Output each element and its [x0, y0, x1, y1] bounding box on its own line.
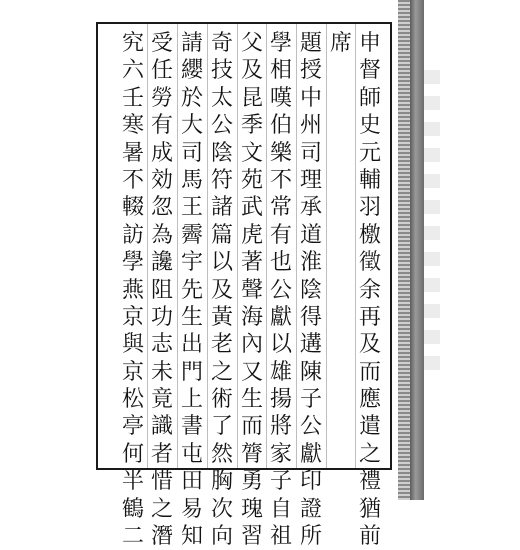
column-rule — [147, 24, 148, 468]
character: 又 — [240, 359, 263, 385]
character: 自 — [269, 496, 292, 522]
character: 公 — [269, 277, 292, 303]
character: 司 — [180, 140, 203, 166]
character: 中 — [299, 85, 322, 111]
bleed-through-text — [424, 70, 440, 370]
book-spine-edge — [410, 0, 424, 500]
character: 禮 — [358, 469, 381, 495]
character: 上 — [180, 387, 203, 413]
character: 寒 — [121, 113, 144, 139]
character: 六 — [121, 58, 144, 84]
character: 功 — [150, 304, 173, 330]
character: 以 — [210, 250, 233, 276]
character: 馬 — [180, 167, 203, 193]
character: 元 — [358, 140, 381, 166]
character: 淮 — [299, 250, 322, 276]
character: 揚 — [269, 387, 292, 413]
character: 出 — [180, 332, 203, 358]
character: 學 — [121, 250, 144, 276]
character: 黃 — [210, 304, 233, 330]
character: 子 — [269, 469, 292, 495]
character: 內 — [240, 332, 263, 358]
character: 印 — [299, 469, 322, 495]
column-rule — [266, 24, 267, 468]
character: 輔 — [358, 167, 381, 193]
character: 檄 — [358, 222, 381, 248]
character: 忽 — [150, 195, 173, 221]
character: 二 — [121, 524, 144, 550]
character: 樂 — [269, 140, 292, 166]
character: 授 — [299, 58, 322, 84]
character: 太 — [210, 85, 233, 111]
text-column — [267, 30, 295, 550]
character: 於 — [180, 85, 203, 111]
character: 向 — [210, 524, 233, 550]
character: 將 — [269, 414, 292, 440]
character: 及 — [240, 58, 263, 84]
character: 獻 — [269, 304, 292, 330]
character: 受 — [150, 31, 173, 56]
character: 公 — [210, 113, 233, 139]
character: 及 — [358, 332, 381, 358]
column-rule — [296, 24, 297, 468]
character: 了 — [210, 414, 233, 440]
character: 道 — [299, 222, 322, 248]
character: 證 — [299, 496, 322, 522]
character: 究 — [121, 31, 144, 56]
column-rule — [237, 24, 238, 468]
character: 應 — [358, 387, 381, 413]
character: 符 — [210, 167, 233, 193]
character: 潛 — [150, 524, 173, 550]
character: 諸 — [210, 195, 233, 221]
character: 然 — [210, 441, 233, 467]
character: 遘 — [299, 332, 322, 358]
character: 半 — [121, 469, 144, 495]
character: 雄 — [269, 359, 292, 385]
character: 而 — [358, 359, 381, 385]
character: 之 — [358, 441, 381, 467]
character: 陰 — [299, 277, 322, 303]
character: 大 — [180, 113, 203, 139]
character: 子 — [299, 387, 322, 413]
character: 所 — [299, 524, 322, 550]
character: 勞 — [150, 85, 173, 111]
character: 王 — [180, 195, 203, 221]
character: 之 — [210, 359, 233, 385]
character: 次 — [210, 496, 233, 522]
character: 田 — [180, 469, 203, 495]
character: 竟 — [150, 387, 173, 413]
character: 著 — [240, 250, 263, 276]
column-rule — [207, 24, 208, 468]
character: 與 — [121, 332, 144, 358]
character: 効 — [150, 167, 173, 193]
character: 席 — [329, 31, 352, 56]
character: 門 — [180, 359, 203, 385]
character: 苑 — [240, 167, 263, 193]
character: 胸 — [210, 469, 233, 495]
character: 虎 — [240, 222, 263, 248]
character: 宇 — [180, 250, 203, 276]
character: 知 — [180, 524, 203, 550]
character: 而 — [240, 414, 263, 440]
character: 讒 — [150, 250, 173, 276]
character: 不 — [269, 167, 292, 193]
character: 以 — [269, 332, 292, 358]
text-column — [208, 30, 236, 550]
character: 奇 — [210, 31, 233, 56]
character: 文 — [240, 140, 263, 166]
character: 陰 — [210, 140, 233, 166]
character: 遣 — [358, 414, 381, 440]
character: 之 — [150, 496, 173, 522]
character: 申 — [358, 31, 381, 56]
character: 壬 — [121, 85, 144, 111]
character: 州 — [299, 113, 322, 139]
character: 獻 — [299, 441, 322, 467]
character: 先 — [180, 277, 203, 303]
character: 何 — [121, 441, 144, 467]
character: 公 — [299, 414, 322, 440]
character: 成 — [150, 140, 173, 166]
character: 也 — [269, 250, 292, 276]
character: 有 — [269, 222, 292, 248]
column-rule — [355, 24, 356, 468]
character: 題 — [299, 31, 322, 56]
character: 徵 — [358, 250, 381, 276]
character: 亭 — [121, 414, 144, 440]
character: 陳 — [299, 359, 322, 385]
character: 京 — [121, 304, 144, 330]
text-column — [119, 30, 147, 550]
character: 海 — [240, 304, 263, 330]
text-column — [148, 30, 176, 550]
character: 識 — [150, 414, 173, 440]
character: 纓 — [180, 58, 203, 84]
character: 惜 — [150, 469, 173, 495]
character: 松 — [121, 387, 144, 413]
character: 得 — [299, 304, 322, 330]
character: 任 — [150, 58, 173, 84]
character: 前 — [358, 524, 381, 550]
character: 訪 — [121, 222, 144, 248]
character: 家 — [269, 441, 292, 467]
text-column — [297, 30, 325, 550]
character: 暑 — [121, 140, 144, 166]
character: 未 — [150, 359, 173, 385]
character: 督 — [358, 58, 381, 84]
character: 勇 — [240, 469, 263, 495]
character: 習 — [240, 524, 263, 550]
column-rule — [177, 24, 178, 468]
character: 輟 — [121, 195, 144, 221]
character: 術 — [210, 387, 233, 413]
character: 及 — [210, 277, 233, 303]
character: 理 — [299, 167, 322, 193]
character: 相 — [269, 58, 292, 84]
text-column — [238, 30, 266, 550]
character: 鶴 — [121, 496, 144, 522]
character: 生 — [240, 387, 263, 413]
character: 再 — [358, 304, 381, 330]
character: 請 — [180, 31, 203, 56]
character: 季 — [240, 113, 263, 139]
character: 屯 — [180, 441, 203, 467]
character: 燕 — [121, 277, 144, 303]
character: 篇 — [210, 222, 233, 248]
character: 司 — [299, 140, 322, 166]
character: 志 — [150, 332, 173, 358]
character: 史 — [358, 113, 381, 139]
character: 不 — [121, 167, 144, 193]
character: 膂 — [240, 441, 263, 467]
character: 承 — [299, 195, 322, 221]
character: 易 — [180, 496, 203, 522]
character: 羽 — [358, 195, 381, 221]
character: 京 — [121, 359, 144, 385]
character: 聲 — [240, 277, 263, 303]
column-rule — [326, 24, 327, 468]
character: 祖 — [269, 524, 292, 550]
character: 常 — [269, 195, 292, 221]
page-gutter — [398, 0, 410, 500]
character: 學 — [269, 31, 292, 56]
character: 老 — [210, 332, 233, 358]
character: 有 — [150, 113, 173, 139]
text-column — [327, 30, 355, 57]
character: 伯 — [269, 113, 292, 139]
character: 技 — [210, 58, 233, 84]
character: 昆 — [240, 85, 263, 111]
character: 生 — [180, 304, 203, 330]
character: 師 — [358, 85, 381, 111]
character: 為 — [150, 222, 173, 248]
character: 余 — [358, 277, 381, 303]
character: 書 — [180, 414, 203, 440]
character: 嘆 — [269, 85, 292, 111]
character: 阻 — [150, 277, 173, 303]
character: 瑰 — [240, 496, 263, 522]
text-column — [356, 30, 384, 550]
character: 霽 — [180, 222, 203, 248]
character: 者 — [150, 441, 173, 467]
text-column — [178, 30, 206, 550]
character: 父 — [240, 31, 263, 56]
character: 猶 — [358, 496, 381, 522]
facing-page-bleed — [424, 0, 520, 500]
character: 武 — [240, 195, 263, 221]
